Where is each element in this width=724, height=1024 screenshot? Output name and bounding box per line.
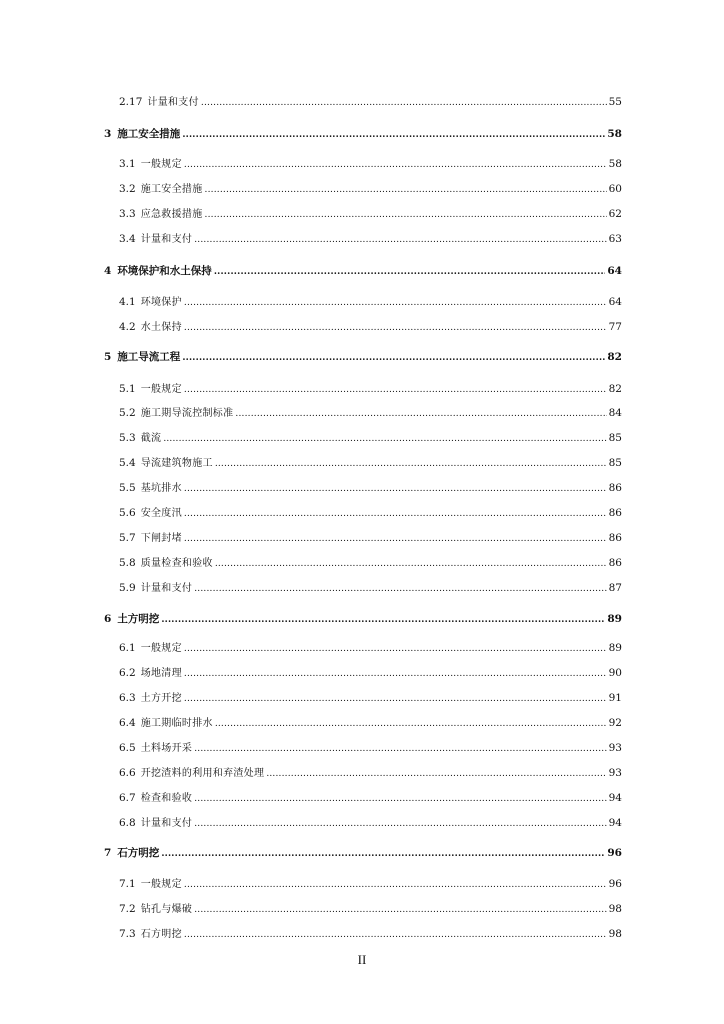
toc-entry-number: 5.7 [119,532,136,544]
toc-section-entry[interactable] [119,157,622,172]
toc-entry-page: 92 [608,717,622,729]
toc-entry-page: 85 [608,432,622,444]
toc-entry-page: 58 [607,128,622,140]
toc-entry-page: 82 [608,383,622,395]
toc-entry-title: 一般规定 [140,643,182,654]
toc-section-entry[interactable] [119,902,622,917]
toc-entry-number: 3.3 [119,208,136,220]
toc-entry-page: 91 [608,692,622,704]
toc-entry-page: 60 [608,183,622,195]
toc-entry-title: 土料场开采 [140,743,193,754]
toc-section-entry[interactable] [119,556,622,571]
toc-entry-title: 一般规定 [140,384,182,395]
dot-leader [194,792,606,806]
toc-entry-number: 7.2 [119,903,136,915]
toc-entry-number: 3 [104,128,112,140]
dot-leader [205,183,607,197]
toc-section-entry[interactable] [119,716,622,731]
toc-section-entry[interactable] [119,95,622,110]
toc-entry-page: 58 [608,158,622,170]
toc-entry-number: 6.7 [119,792,136,804]
dot-leader [194,903,606,917]
toc-entry-title: 环境保护 [140,297,182,308]
dot-leader [266,767,606,781]
toc-entry-page: 86 [608,532,622,544]
toc-entry-page: 82 [607,351,622,363]
dot-leader [184,642,607,656]
toc-section-entry[interactable] [119,816,622,831]
dot-leader [182,351,605,365]
toc-entry-number: 6.2 [119,667,136,679]
toc-entry-title: 下闸封堵 [140,533,182,544]
toc-entry-number: 4 [104,265,112,277]
toc-entry-page: 86 [608,557,622,569]
toc-section-entry[interactable] [119,182,622,197]
toc-entry-title: 计量和支付 [147,97,199,108]
toc-entry-page: 77 [608,321,622,333]
toc-entry-number: 5.2 [119,407,136,419]
toc-entry-page: 93 [608,742,622,754]
toc-chapter-entry[interactable] [104,846,622,861]
toc-section-entry[interactable] [119,691,622,706]
dot-leader [161,847,605,861]
toc-entry-number: 7.3 [119,928,136,940]
toc-entry-page: 55 [608,96,622,108]
toc-entry-title: 施工期临时排水 [140,718,213,729]
toc-entry-page: 89 [608,642,622,654]
toc-section-entry[interactable] [119,320,622,335]
toc-section-entry[interactable] [119,581,622,596]
toc-entry-title: 石方明挖 [140,929,182,940]
dot-leader [184,158,607,172]
toc-entry-page: 64 [607,265,622,277]
toc-entry-number: 5 [104,351,112,363]
toc-section-entry[interactable] [119,877,622,892]
toc-entry-title: 开挖渣料的利用和弃渣处理 [140,768,265,779]
toc-entry-page: 86 [608,482,622,494]
toc-entry-number: 5.6 [119,507,136,519]
toc-entry-number: 6.3 [119,692,136,704]
toc-entry-title: 土方开挖 [140,693,182,704]
toc-entry-page: 63 [608,233,622,245]
toc-entry-number: 7 [104,847,112,859]
toc-entry-title: 环境保护和水土保持 [117,265,212,277]
dot-leader [184,928,607,942]
dot-leader [184,532,607,546]
toc-entry-page: 96 [607,847,622,859]
toc-section-entry[interactable] [119,382,622,397]
toc-section-entry[interactable] [119,531,622,546]
dot-leader [182,128,605,142]
toc-entry-page: 89 [607,613,622,625]
toc-entry-page: 62 [608,208,622,220]
toc-entry-title: 安全度汛 [140,508,182,519]
toc-entry-page: 98 [608,903,622,915]
dot-leader [194,817,606,831]
toc-entry-number: 3.2 [119,183,136,195]
toc-entry-title: 土方明挖 [117,613,160,625]
toc-section-entry[interactable] [119,741,622,756]
dot-leader [201,96,607,110]
toc-chapter-entry[interactable] [104,612,622,627]
toc-section-entry[interactable] [119,406,622,421]
toc-section-entry[interactable] [119,791,622,806]
toc-entry-number: 5.8 [119,557,136,569]
dot-leader [194,233,606,247]
toc-entry-page: 90 [608,667,622,679]
toc-entry-number: 6.5 [119,742,136,754]
toc-entry-title: 基坑排水 [140,483,182,494]
dot-leader [184,692,607,706]
dot-leader [184,507,607,521]
toc-entry-number: 6.4 [119,717,136,729]
toc-entry-title: 石方明挖 [117,847,160,859]
toc-entry-title: 施工安全措施 [117,128,181,140]
toc-section-entry[interactable] [119,641,622,656]
toc-section-entry[interactable] [119,766,622,781]
toc-entry-title: 截流 [140,433,162,444]
toc-entry-page: 85 [608,457,622,469]
toc-section-entry[interactable] [119,207,622,222]
toc-entry-title: 水土保持 [140,322,182,333]
toc-entry-page: 84 [608,407,622,419]
toc-entry-title: 场地清理 [140,668,182,679]
toc-entry-page: 94 [608,792,622,804]
dot-leader [215,457,607,471]
toc-entry-title: 计量和支付 [140,234,193,245]
dot-leader [215,717,607,731]
toc-section-entry[interactable] [119,927,622,942]
toc-entry-number: 5.9 [119,582,136,594]
toc-entry-number: 6.8 [119,817,136,829]
toc-entry-title: 导流建筑物施工 [140,458,213,469]
toc-entry-number: 3.4 [119,233,136,245]
toc-entry-number: 6 [104,613,112,625]
toc-entry-title: 一般规定 [140,879,182,890]
toc-entry-page: 96 [608,878,622,890]
dot-leader [161,613,605,627]
dot-leader [194,582,606,596]
toc-chapter-entry[interactable] [104,350,622,365]
toc-section-entry[interactable] [119,456,622,471]
dot-leader [194,742,606,756]
dot-leader [214,265,606,279]
toc-entry-title: 计量和支付 [140,818,193,829]
toc-chapter-entry[interactable] [104,127,622,142]
toc-entry-number: 5.4 [119,457,136,469]
toc-entry-page: 64 [608,296,622,308]
toc-entry-title: 计量和支付 [140,583,193,594]
toc-entry-page: 98 [608,928,622,940]
page-number-footer: II [357,952,367,967]
toc-entry-number: 4.2 [119,321,136,333]
toc-entry-title: 应急救援措施 [140,209,203,220]
dot-leader [184,482,607,496]
toc-entry-title: 施工导流工程 [117,351,181,363]
dot-leader [205,208,607,222]
toc-entry-number: 6.1 [119,642,136,654]
dot-leader [184,878,607,892]
dot-leader [215,557,607,571]
dot-leader [184,667,607,681]
toc-section-entry[interactable] [119,232,622,247]
toc-entry-number: 2.17 [119,96,143,108]
toc-entry-title: 检查和验收 [140,793,193,804]
toc-entry-number: 5.1 [119,383,136,395]
toc-entry-page: 93 [608,767,622,779]
toc-entry-number: 6.6 [119,767,136,779]
toc-entry-title: 施工安全措施 [140,184,203,195]
toc-entry-title: 施工期导流控制标准 [140,408,234,419]
toc-entry-number: 7.1 [119,878,136,890]
toc-section-entry[interactable] [119,431,622,446]
toc-chapter-entry[interactable] [104,264,622,279]
toc-section-entry[interactable] [119,666,622,681]
toc-entry-page: 86 [608,507,622,519]
toc-entry-number: 3.1 [119,158,136,170]
toc-section-entry[interactable] [119,295,622,310]
toc-entry-title: 质量检查和验收 [140,558,213,569]
dot-leader [235,407,606,421]
toc-section-entry[interactable] [119,506,622,521]
dot-leader [184,383,607,397]
toc-entry-title: 一般规定 [140,159,182,170]
toc-entry-number: 5.3 [119,432,136,444]
toc-entry-page: 94 [608,817,622,829]
toc-section-entry[interactable] [119,481,622,496]
toc-entry-title: 钻孔与爆破 [140,904,193,915]
toc-entry-number: 4.1 [119,296,136,308]
dot-leader [184,321,607,335]
dot-leader [163,432,606,446]
toc-entry-number: 5.5 [119,482,136,494]
dot-leader [184,296,607,310]
toc-entry-page: 87 [608,582,622,594]
